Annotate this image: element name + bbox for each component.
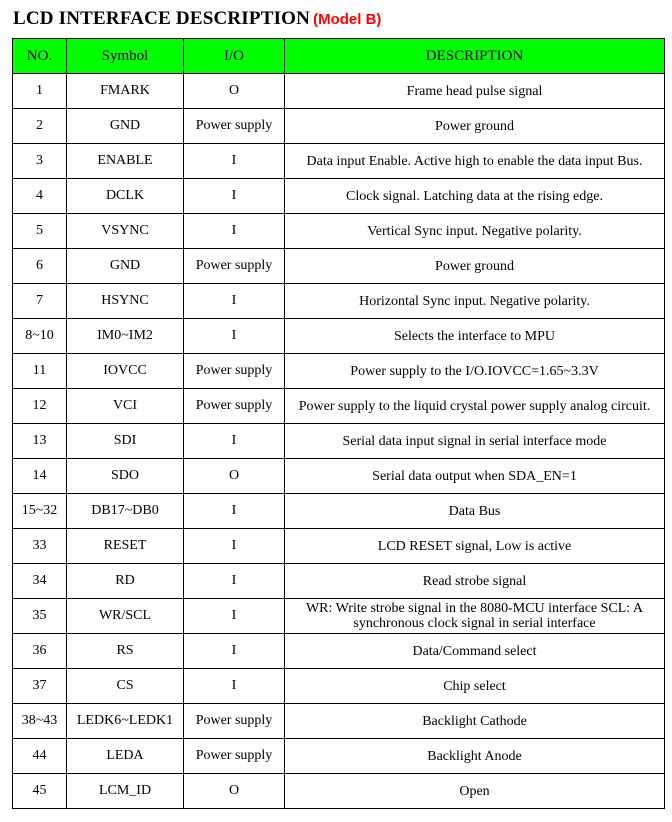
description-cell: Frame head pulse signal — [285, 74, 665, 109]
symbol-cell: IM0~IM2 — [67, 319, 184, 354]
pin-number-cell: 2 — [13, 109, 67, 144]
table-row — [13, 494, 665, 529]
table-row — [13, 634, 665, 669]
io-cell: O — [184, 459, 285, 494]
pin-number-cell: 11 — [13, 354, 67, 389]
io-cell: I — [184, 319, 285, 354]
pin-number-cell: 15~32 — [13, 494, 67, 529]
header-description: DESCRIPTION — [285, 39, 665, 74]
io-cell: Power supply — [184, 704, 285, 739]
symbol-cell: LEDA — [67, 739, 184, 774]
pin-number-cell: 4 — [13, 179, 67, 214]
table-row — [13, 179, 665, 214]
io-cell: I — [184, 179, 285, 214]
document-title — [13, 8, 381, 32]
symbol-cell: LEDK6~LEDK1 — [67, 704, 184, 739]
symbol-cell: RS — [67, 634, 184, 669]
symbol-cell: RESET — [67, 529, 184, 564]
symbol-cell: CS — [67, 669, 184, 704]
description-cell: Clock signal. Latching data at the rising edge. — [285, 179, 665, 214]
io-cell: I — [184, 284, 285, 319]
pin-number-cell: 3 — [13, 144, 67, 179]
pin-number-cell: 36 — [13, 634, 67, 669]
io-cell: I — [184, 529, 285, 564]
io-cell: I — [184, 564, 285, 599]
io-cell: Power supply — [184, 249, 285, 284]
io-cell: I — [184, 424, 285, 459]
pin-number-cell: 7 — [13, 284, 67, 319]
table-row — [13, 599, 665, 634]
pin-number-cell: 44 — [13, 739, 67, 774]
io-cell: I — [184, 144, 285, 179]
description-cell: Power ground — [285, 109, 665, 144]
header-io: I/O — [184, 39, 285, 74]
table-row — [13, 669, 665, 704]
symbol-cell: HSYNC — [67, 284, 184, 319]
table-row — [13, 109, 665, 144]
table-body — [13, 74, 665, 809]
table-row — [13, 529, 665, 564]
description-cell: Chip select — [285, 669, 665, 704]
description-cell: Power supply to the liquid crystal power supply analog circuit. — [285, 389, 665, 424]
table-row — [13, 704, 665, 739]
symbol-cell: GND — [67, 249, 184, 284]
io-cell: I — [184, 599, 285, 634]
description-cell: Data Bus — [285, 494, 665, 529]
symbol-cell: SDO — [67, 459, 184, 494]
io-cell: I — [184, 669, 285, 704]
table-row — [13, 249, 665, 284]
symbol-cell: DCLK — [67, 179, 184, 214]
table-row — [13, 739, 665, 774]
header-symbol: Symbol — [67, 39, 184, 74]
io-cell: I — [184, 634, 285, 669]
pin-number-cell: 1 — [13, 74, 67, 109]
description-cell: Backlight Cathode — [285, 704, 665, 739]
pin-number-cell: 45 — [13, 774, 67, 809]
description-cell: Read strobe signal — [285, 564, 665, 599]
table-row — [13, 319, 665, 354]
symbol-cell: ENABLE — [67, 144, 184, 179]
io-cell: Power supply — [184, 109, 285, 144]
io-cell: Power supply — [184, 389, 285, 424]
symbol-cell: RD — [67, 564, 184, 599]
pin-number-cell: 33 — [13, 529, 67, 564]
symbol-cell: FMARK — [67, 74, 184, 109]
io-cell: O — [184, 74, 285, 109]
description-cell: Horizontal Sync input. Negative polarity. — [285, 284, 665, 319]
pin-number-cell: 14 — [13, 459, 67, 494]
table-row — [13, 214, 665, 249]
io-cell: I — [184, 494, 285, 529]
title-model-label: (Model B) — [313, 11, 382, 28]
table-row — [13, 144, 665, 179]
symbol-cell: WR/SCL — [67, 599, 184, 634]
table-row — [13, 74, 665, 109]
pin-number-cell: 35 — [13, 599, 67, 634]
io-cell: Power supply — [184, 739, 285, 774]
io-cell: Power supply — [184, 354, 285, 389]
symbol-cell: GND — [67, 109, 184, 144]
description-cell: Serial data output when SDA_EN=1 — [285, 459, 665, 494]
description-cell: Power supply to the I/O.IOVCC=1.65~3.3V — [285, 354, 665, 389]
description-cell: LCD RESET signal, Low is active — [285, 529, 665, 564]
pin-number-cell: 38~43 — [13, 704, 67, 739]
pin-description-table — [12, 38, 665, 809]
pin-number-cell: 5 — [13, 214, 67, 249]
description-cell: Vertical Sync input. Negative polarity. — [285, 214, 665, 249]
symbol-cell: VSYNC — [67, 214, 184, 249]
pin-number-cell: 12 — [13, 389, 67, 424]
table-header-row — [13, 39, 665, 74]
table-row — [13, 424, 665, 459]
description-cell: Open — [285, 774, 665, 809]
pin-number-cell: 6 — [13, 249, 67, 284]
description-cell: Data input Enable. Active high to enable the data input Bus. — [285, 144, 665, 179]
table-row — [13, 354, 665, 389]
pin-number-cell: 34 — [13, 564, 67, 599]
header-no: NO. — [13, 39, 67, 74]
table-row — [13, 459, 665, 494]
pin-number-cell: 13 — [13, 424, 67, 459]
symbol-cell: SDI — [67, 424, 184, 459]
table-row — [13, 389, 665, 424]
symbol-cell: IOVCC — [67, 354, 184, 389]
io-cell: I — [184, 214, 285, 249]
description-cell: Serial data input signal in serial interface mode — [285, 424, 665, 459]
symbol-cell: VCI — [67, 389, 184, 424]
description-cell: Power ground — [285, 249, 665, 284]
symbol-cell: DB17~DB0 — [67, 494, 184, 529]
io-cell: O — [184, 774, 285, 809]
pin-number-cell: 37 — [13, 669, 67, 704]
description-cell: Data/Command select — [285, 634, 665, 669]
description-cell: WR: Write strobe signal in the 8080-MCU interface SCL: A synchronous clock signal in serial interface — [285, 599, 665, 634]
description-cell: Selects the interface to MPU — [285, 319, 665, 354]
table-row — [13, 564, 665, 599]
pin-number-cell: 8~10 — [13, 319, 67, 354]
description-cell: Backlight Anode — [285, 739, 665, 774]
table-row — [13, 774, 665, 809]
table-row — [13, 284, 665, 319]
symbol-cell: LCM_ID — [67, 774, 184, 809]
title-main-text: LCD INTERFACE DESCRIPTION — [13, 8, 311, 29]
